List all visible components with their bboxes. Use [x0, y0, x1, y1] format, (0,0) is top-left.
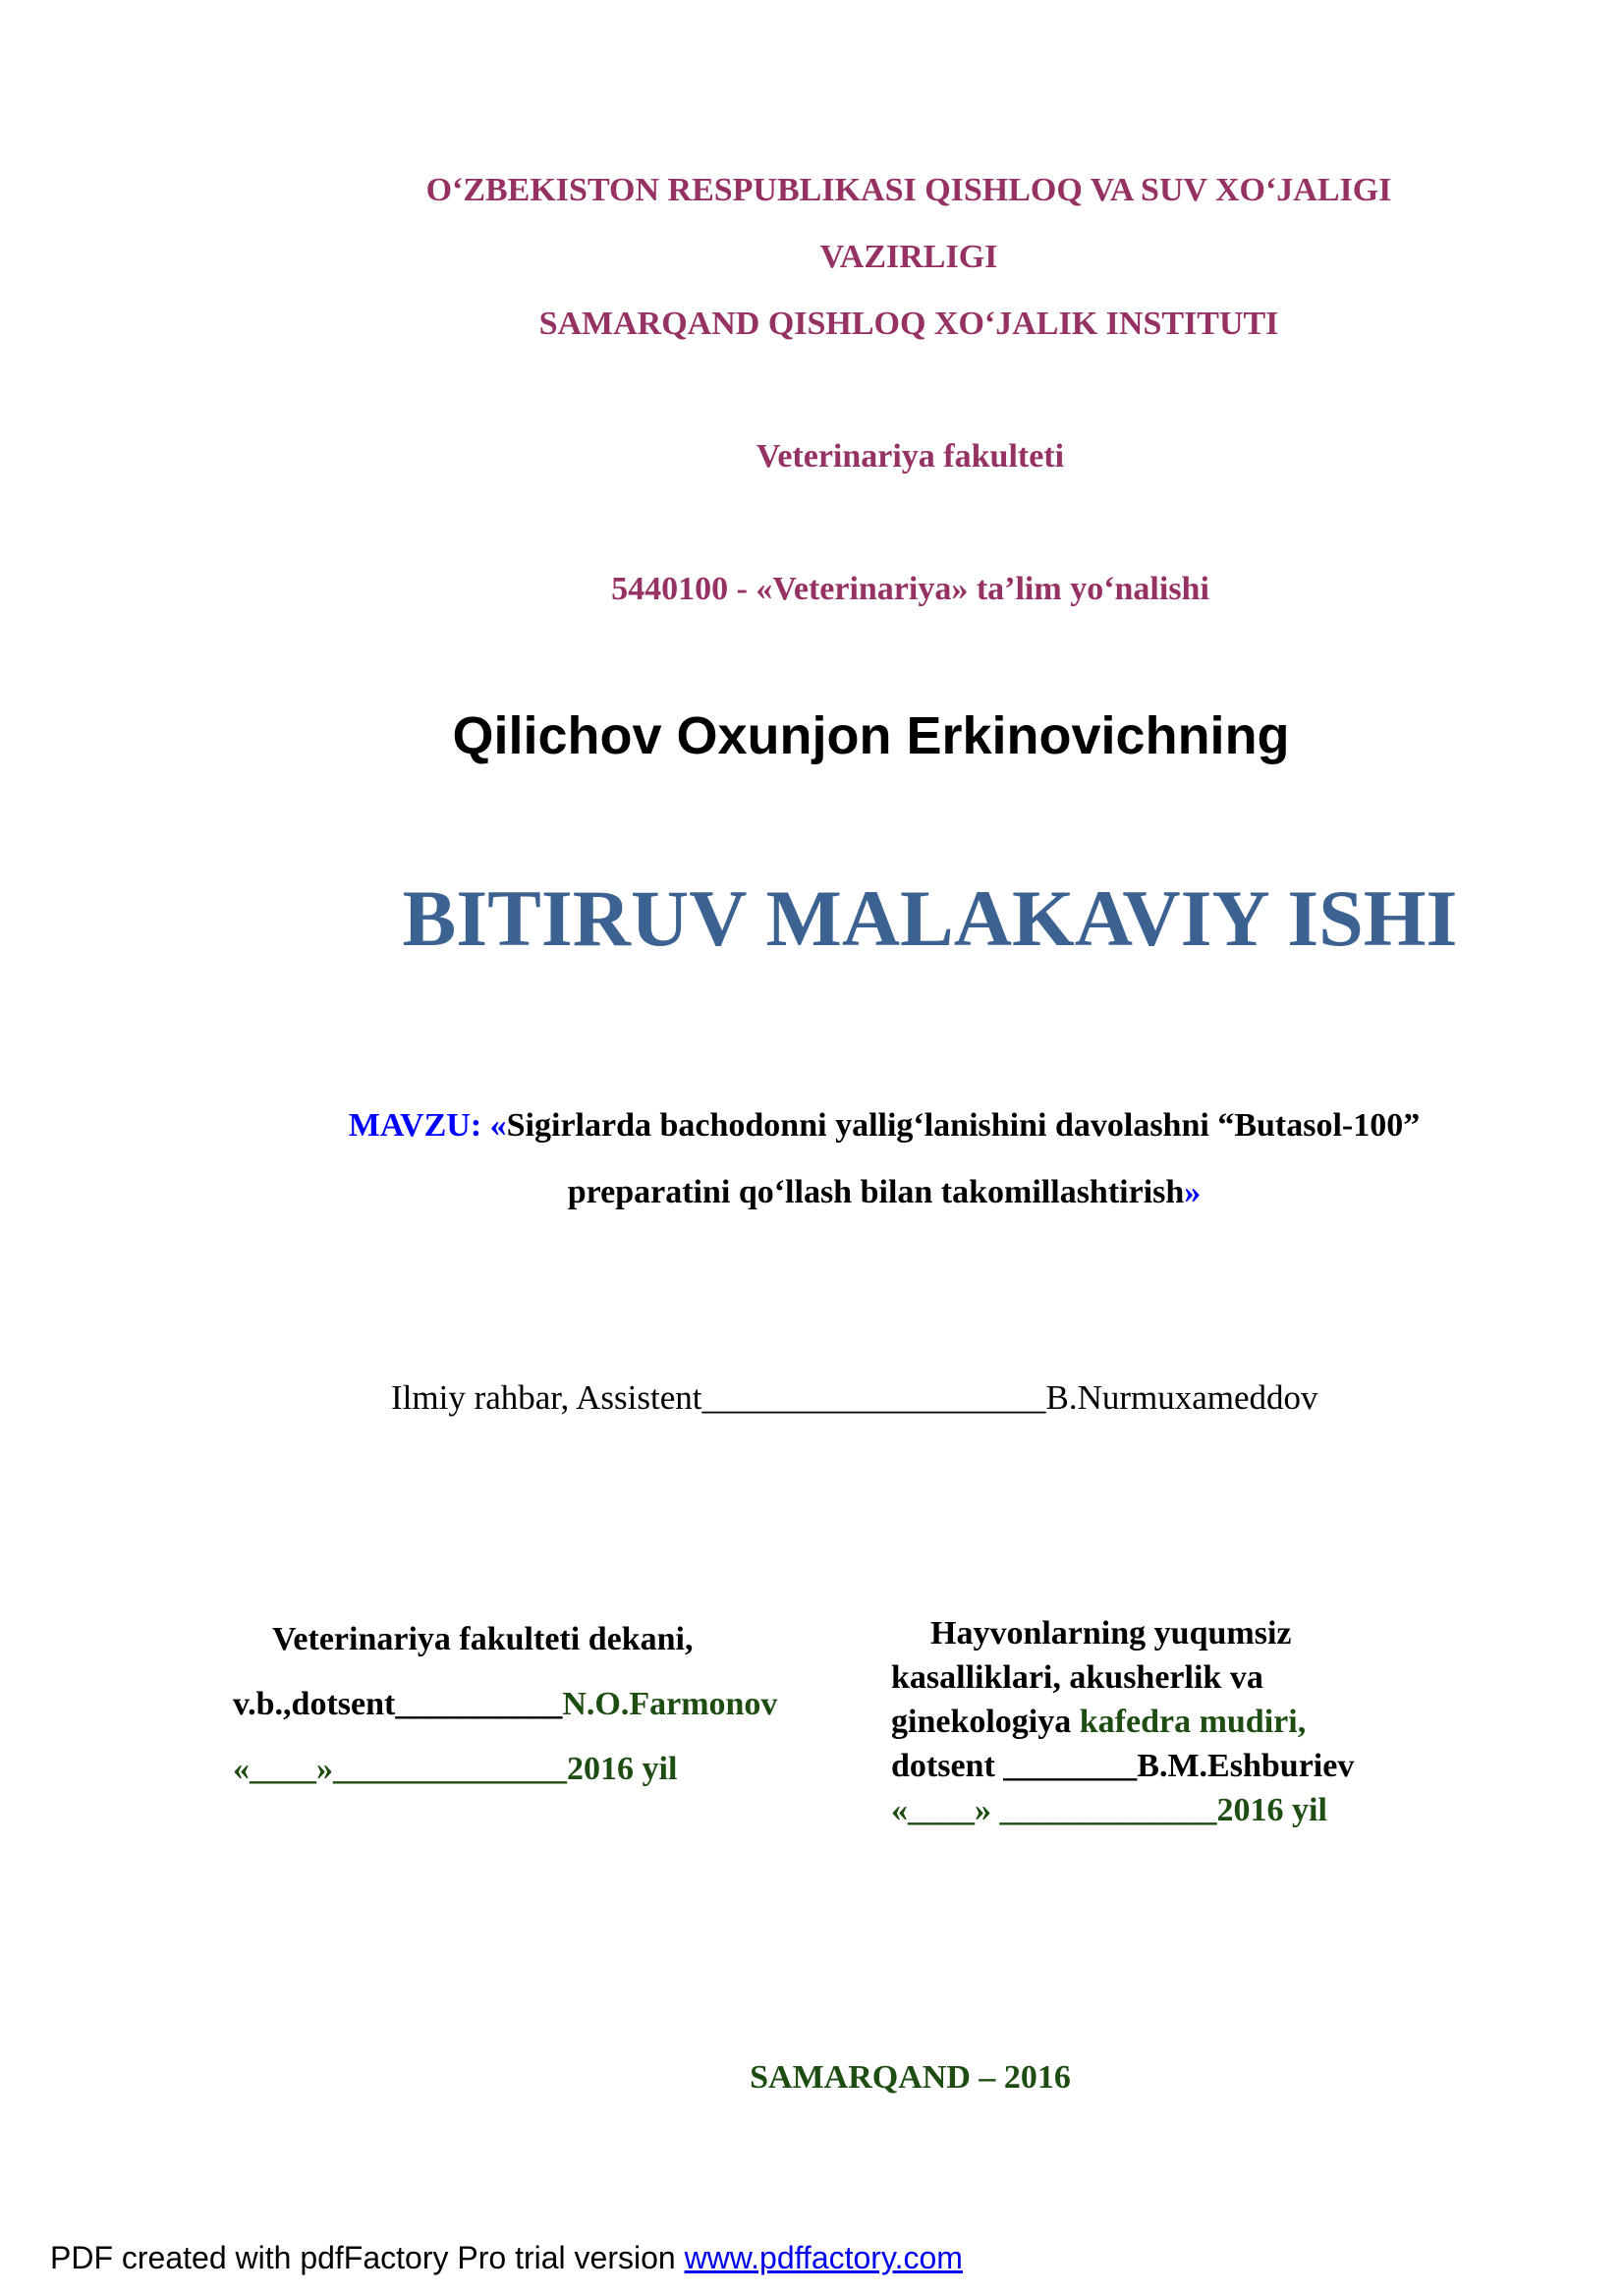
dean-name: N.O.Farmonov [562, 1686, 778, 1722]
department-date-prefix: «____» _____________ [891, 1792, 1217, 1828]
department-line-3-prefix: ginekologiya [891, 1704, 1080, 1740]
dean-signature-block [233, 1607, 777, 1802]
dean-date-line [233, 1737, 777, 1802]
supervisor-line: Ilmiy rahbar, Assistent____________________B.Nurmuxameddov [391, 1378, 1318, 1417]
pdf-trial-note [50, 2240, 963, 2276]
topic-text-2: preparatini qo‘llash bilan takomillashtirish [567, 1174, 1185, 1210]
dean-title: Veterinariya fakulteti dekani, [272, 1621, 694, 1657]
department-signature-block [891, 1611, 1354, 1832]
city-year: SAMARQAND – 2016 [750, 2059, 1071, 2096]
faculty-name: Veterinariya fakulteti [756, 438, 1065, 475]
topic-line-2 [236, 1159, 1533, 1226]
topic-line-1 [236, 1092, 1533, 1159]
department-line-2: kasalliklari, akusherlik va [891, 1659, 1263, 1696]
topic-text-1: Sigirlarda bachodonni yallig‘lanishini davolashni “Butasol-100” [506, 1107, 1421, 1144]
ministry-heading [295, 157, 1523, 358]
topic-open-quote: « [489, 1107, 507, 1144]
pdffactory-link[interactable]: www.pdffactory.com [684, 2240, 963, 2275]
dean-year: 2016 yil [567, 1751, 678, 1787]
pdf-note-text: PDF created with pdfFactory Pro trial version [50, 2240, 685, 2275]
dean-signature-line [233, 1672, 777, 1737]
institute-name: SAMARQAND QISHLOQ XO‘JALIK INSTITUTI [538, 306, 1279, 342]
program-name: 5440100 - «Veterinariya» ta’lim yo‘nalishi [611, 571, 1209, 607]
dean-date-prefix: «____»______________ [233, 1751, 567, 1787]
topic-close-quote: » [1184, 1174, 1202, 1210]
ministry-line-2: VAZIRLIGI [819, 239, 998, 275]
dean-signature-prefix: v.b.,dotsent__________ [233, 1686, 563, 1722]
ministry-line-1: O‘ZBEKISTON RESPUBLIKASI QISHLOQ VA SUV XO‘JALIGI [425, 172, 1392, 208]
department-line-1: Hayvonlarning yuqumsiz [930, 1615, 1292, 1652]
department-year: 2016 yil [1216, 1792, 1327, 1828]
document-title: BITIRUV MALAKAVIY ISHI [402, 873, 1458, 963]
department-head-title: kafedra mudiri, [1079, 1704, 1307, 1740]
department-line-3 [891, 1700, 1354, 1744]
topic-block [236, 1092, 1533, 1226]
department-signature-line: dotsent ________B.M.Eshburiev [891, 1748, 1355, 1784]
author-name: Qilichov Oxunjon Erkinovichning [452, 706, 1290, 765]
department-date-line [891, 1788, 1354, 1832]
topic-label: MAVZU: [348, 1107, 490, 1144]
